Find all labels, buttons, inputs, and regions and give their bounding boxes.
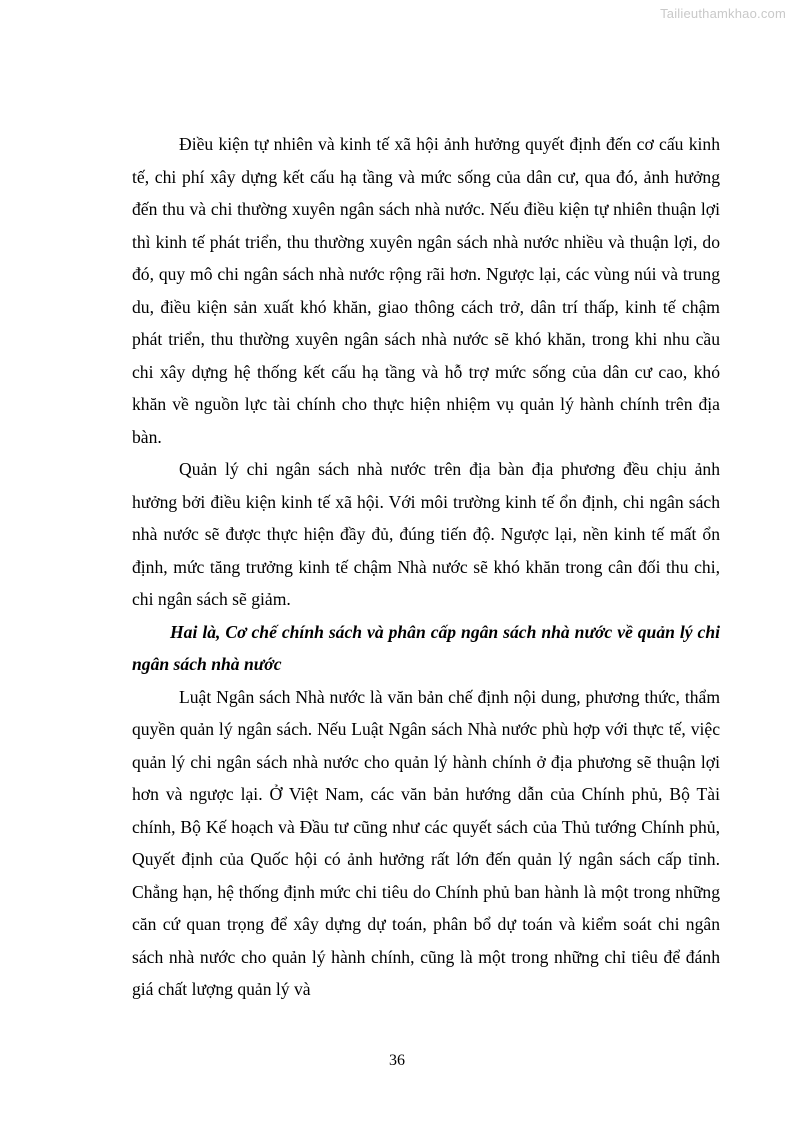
page-number: 36 xyxy=(389,1052,405,1069)
watermark-text: Tailieuthamkhao.com xyxy=(660,6,786,21)
document-body xyxy=(132,128,720,1006)
section-heading: Hai là, Cơ chế chính sách và phân cấp ngân sách nhà nước về quản lý chi ngân sách nhà nước xyxy=(132,621,720,674)
paragraph-socioeconomic-influence: Quản lý chi ngân sách nhà nước trên địa bàn địa phương đều chịu ảnh hưởng bởi điều kiện kinh tế xã hội. Với môi trường kinh tế ổn định, chi ngân sách nhà nước sẽ được thực hiện đầy đủ, đúng tiến độ. Ngược lại, nền kinh tế mất ổn định, mức tăng trưởng kinh tế chậm Nhà nước sẽ khó khăn trong cân đối thu chi, chi ngân sách sẽ giảm. xyxy=(132,459,720,609)
paragraph-budget-law: Luật Ngân sách Nhà nước là văn bản chế định nội dung, phương thức, thẩm quyền quản lý ngân sách. Nếu Luật Ngân sách Nhà nước phù hợp với thực tế, việc quản lý chi ngân sách nhà nước cho quản lý hành chính ở địa phương sẽ thuận lợi hơn và ngược lại. Ở Việt Nam, các văn bản hướng dẫn của Chính phủ, Bộ Tài chính, Bộ Kế hoạch và Đầu tư cũng như các quyết sách của Thủ tướng Chính phủ, Quyết định của Quốc hội có ảnh hưởng rất lớn đến quản lý ngân sách cấp tỉnh. Chẳng hạn, hệ thống định mức chi tiêu do Chính phủ ban hành là một trong những căn cứ quan trọng để xây dựng dự toán, phân bổ dự toán và kiểm soát chi ngân sách nhà nước cho quản lý hành chính, cũng là một trong những chỉ tiêu để đánh giá chất lượng quản lý và xyxy=(132,686,720,999)
paragraph-natural-economic-conditions: Điều kiện tự nhiên và kinh tế xã hội ảnh hưởng quyết định đến cơ cấu kinh tế, chi phí xây dựng kết cấu hạ tầng và mức sống của dân cư, qua đó, ảnh hưởng đến thu và chi thường xuyên ngân sách nhà nước. Nếu điều kiện tự nhiên thuận lợi thì kinh tế phát triển, thu thường xuyên ngân sách nhà nước nhiều và thuận lợi, do đó, quy mô chi ngân sách nhà nước rộng rãi hơn. Ngược lại, các vùng núi và trung du, điều kiện sản xuất khó khăn, giao thông cách trở, dân trí thấp, kinh tế chậm phát triển, thu thường xuyên ngân sách nhà nước sẽ khó khăn, trong khi nhu cầu chi xây dựng hệ thống kết cấu hạ tầng và hỗ trợ mức sống của dân cư cao, khó khăn về nguồn lực tài chính cho thực hiện nhiệm vụ quản lý hành chính trên địa bàn. xyxy=(132,134,720,447)
